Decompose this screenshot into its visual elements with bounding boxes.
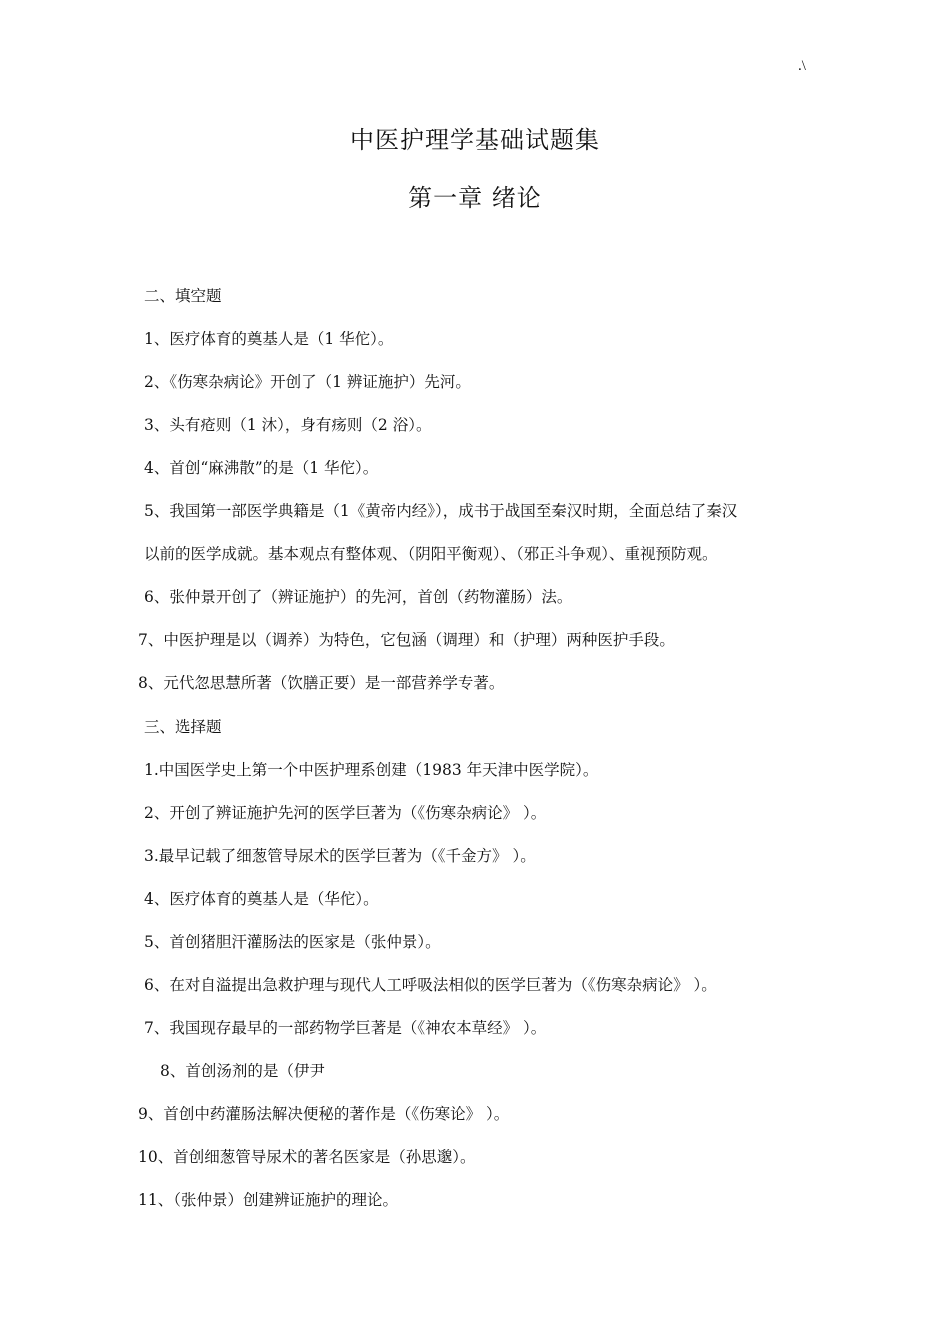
choice-item: 1.中国医学史上第一个中医护理系创建（1983 年天津中医学院）。	[144, 761, 599, 779]
fill-blank-item: 1、医疗体育的奠基人是（1 华佗）。	[144, 330, 394, 348]
fill-blank-item: 4、首创“麻沸散”的是（1 华佗）。	[144, 459, 379, 477]
choice-item: 3.最早记载了细葱管导尿术的医学巨著为（《千金方》 ）。	[144, 847, 536, 865]
fill-blank-item: 8、元代忽思慧所著（饮膳正要）是一部营养学专著。	[138, 674, 505, 692]
fill-blank-item: 2、《伤寒杂病论》开创了（1 辨证施护）先河。	[144, 373, 471, 391]
document-title: 中医护理学基础试题集	[350, 126, 600, 154]
choice-item: 9、首创中药灌肠法解决便秘的著作是（《伤寒论》 ）。	[138, 1105, 510, 1123]
fill-blank-item: 6、张仲景开创了（辨证施护）的先河，首创（药物灌肠）法。	[144, 588, 573, 606]
choice-item: 5、首创猪胆汗灌肠法的医家是（张仲景）。	[144, 933, 441, 951]
fill-blank-item-continued: 以前的医学成就。基本观点有整体观、（阴阳平衡观）、（邪正斗争观）、重视预防观。	[144, 545, 718, 563]
choice-item: 8、首创汤剂的是（伊尹	[160, 1062, 325, 1080]
fill-blank-item: 3、头有疮则（1 沐），身有疡则（2 浴）。	[144, 416, 432, 434]
section-heading-multiple-choice: 三、选择题	[144, 718, 222, 736]
fill-blank-item: 7、中医护理是以（调养）为特色，它包涵（调理）和（护理）两种医护手段。	[138, 631, 675, 649]
choice-item: 7、我国现存最早的一部药物学巨著是（《神农本草经》 ）。	[144, 1019, 547, 1037]
section-heading-fill-blank: 二、填空题	[144, 287, 222, 305]
choice-item: 6、在对自溢提出急救护理与现代人工呼吸法相似的医学巨著为（《伤寒杂病论》 ）。	[144, 976, 717, 994]
page-mark: .\	[798, 58, 806, 74]
choice-item: 2、开创了辨证施护先河的医学巨著为（《伤寒杂病论》 ）。	[144, 804, 547, 822]
choice-item: 11、（张仲景）创建辨证施护的理论。	[138, 1191, 398, 1209]
fill-blank-item: 5、我国第一部医学典籍是（1《黄帝内经》），成书于战国至秦汉时期，全面总结了秦汉	[144, 502, 738, 520]
chapter-title: 第一章 绪论	[408, 184, 542, 212]
choice-item: 10、首创细葱管导尿术的著名医家是（孙思邈）。	[138, 1148, 476, 1166]
choice-item: 4、医疗体育的奠基人是（华佗）。	[144, 890, 379, 908]
